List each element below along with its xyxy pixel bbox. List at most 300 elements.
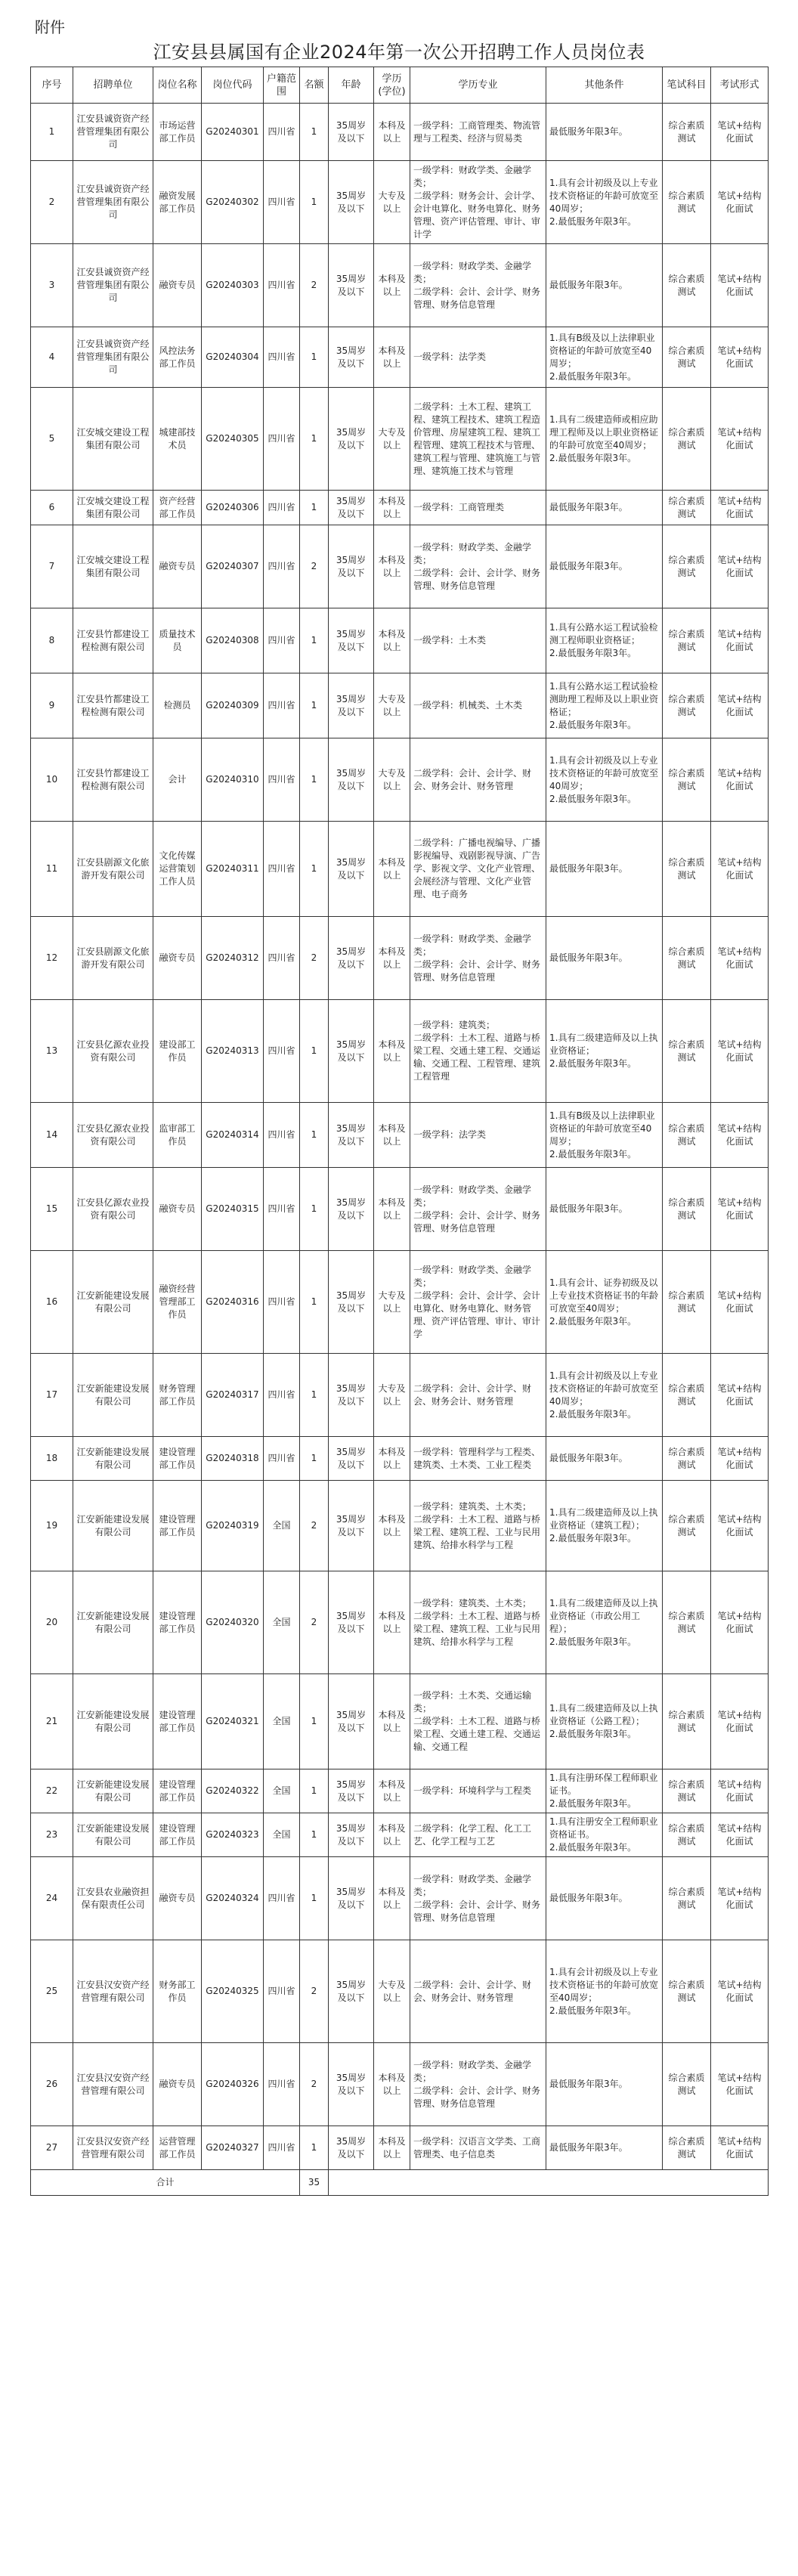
cell-age: 35周岁及以下 (329, 1813, 374, 1857)
cell-count: 1 (300, 1813, 329, 1857)
cell-major-line: 一级学科：法学类 (413, 351, 487, 362)
cell-form: 笔试+结构化面试 (711, 1000, 769, 1103)
cell-conditions-line: 1.具有会计初级及以上专业技术资格证的年龄可放宽至40周岁； (549, 177, 659, 214)
table-row (31, 1354, 769, 1437)
cell-form: 笔试+结构化面试 (711, 2126, 769, 2170)
cell-code: G20240301 (202, 104, 264, 161)
cell-region: 四川省 (264, 1437, 300, 1481)
cell-count: 1 (300, 388, 329, 491)
cell-count: 2 (300, 1571, 329, 1674)
cell-post: 建设管理部工作员 (153, 1674, 202, 1769)
cell-age: 35周岁及以下 (329, 1571, 374, 1674)
cell-region: 四川省 (264, 1251, 300, 1354)
cell-conditions (546, 1940, 663, 2043)
cell-major-line: 二级学科：会计、会计学、财务管理、财务信息管理 (413, 286, 541, 310)
cell-no: 24 (31, 1857, 73, 1940)
cell-unit: 江安县亿源农业投资有限公司 (73, 1168, 153, 1251)
table-row (31, 1103, 769, 1168)
table-row (31, 1813, 769, 1857)
cell-conditions (546, 1857, 663, 1940)
cell-subject: 综合素质测试 (663, 104, 711, 161)
cell-code: G20240327 (202, 2126, 264, 2170)
cell-region: 四川省 (264, 2126, 300, 2170)
cell-major-line: 二级学科：会计、会计学、财务管理、财务信息管理 (413, 1209, 541, 1234)
annex-label: 附件 (35, 18, 65, 36)
cell-age: 35周岁及以下 (329, 822, 374, 917)
cell-post: 城建部技术员 (153, 388, 202, 491)
cell-edu: 大专及以上 (374, 738, 410, 822)
cell-age: 35周岁及以下 (329, 1251, 374, 1354)
cell-region: 四川省 (264, 525, 300, 608)
cell-major (410, 491, 546, 525)
table-row (31, 1481, 769, 1571)
cell-post: 建设管理部工作员 (153, 1571, 202, 1674)
cell-major-line: 一级学科：财政学类、金融学类； (413, 260, 532, 284)
cell-subject: 综合素质测试 (663, 738, 711, 822)
cell-code: G20240315 (202, 1168, 264, 1251)
cell-major (410, 1481, 546, 1571)
cell-count: 1 (300, 161, 329, 244)
cell-code: G20240304 (202, 327, 264, 388)
cell-unit: 江安县诚资资产经营管理集团有限公司 (73, 161, 153, 244)
cell-major-line: 二级学科：土木工程、道路与桥梁工程、交通土建工程、交通运输、交通工程 (413, 1716, 541, 1752)
cell-edu: 本科及以上 (374, 2043, 410, 2126)
cell-count: 1 (300, 738, 329, 822)
cell-subject: 综合素质测试 (663, 608, 711, 673)
cell-post: 市场运营部工作员 (153, 104, 202, 161)
cell-conditions (546, 1481, 663, 1571)
cell-form: 笔试+结构化面试 (711, 1437, 769, 1481)
table-row (31, 491, 769, 525)
table-row (31, 1674, 769, 1769)
cell-conditions-line: 1.具有B级及以上法律职业资格证的年龄可放宽至40周岁； (549, 332, 655, 369)
cell-major (410, 327, 546, 388)
cell-form: 笔试+结构化面试 (711, 104, 769, 161)
cell-unit: 江安县剧源文化旅游开发有限公司 (73, 917, 153, 1000)
cell-conditions-line: 2.最低服务年限3年。 (549, 370, 637, 382)
cell-subject: 综合素质测试 (663, 1857, 711, 1940)
cell-region: 四川省 (264, 327, 300, 388)
cell-major (410, 738, 546, 822)
cell-code: G20240302 (202, 161, 264, 244)
cell-major (410, 1000, 546, 1103)
cell-edu: 本科及以上 (374, 1769, 410, 1813)
cell-major-line: 一级学科：汉语言文学类、工商管理类、电子信息类 (413, 2135, 541, 2160)
table-body (31, 104, 769, 2170)
cell-conditions (546, 2126, 663, 2170)
cell-major (410, 1437, 546, 1481)
cell-region: 四川省 (264, 1940, 300, 2043)
cell-subject: 综合素质测试 (663, 327, 711, 388)
cell-subject: 综合素质测试 (663, 388, 711, 491)
cell-conditions-line: 2.最低服务年限3年。 (549, 1842, 637, 1853)
cell-unit: 江安县亿源农业投资有限公司 (73, 1103, 153, 1168)
cell-code: G20240324 (202, 1857, 264, 1940)
cell-major-line: 一级学科：建筑类、土木类； (413, 1500, 532, 1512)
cell-no: 10 (31, 738, 73, 822)
cell-age: 35周岁及以下 (329, 673, 374, 738)
cell-region: 四川省 (264, 1354, 300, 1437)
cell-edu: 本科及以上 (374, 1000, 410, 1103)
cell-conditions (546, 388, 663, 491)
cell-code: G20240319 (202, 1481, 264, 1571)
cell-post: 融资专员 (153, 244, 202, 327)
cell-age: 35周岁及以下 (329, 738, 374, 822)
cell-subject: 综合素质测试 (663, 1354, 711, 1437)
cell-subject: 综合素质测试 (663, 1571, 711, 1674)
cell-age: 35周岁及以下 (329, 1354, 374, 1437)
cell-count: 1 (300, 1354, 329, 1437)
cell-conditions-line: 最低服务年限3年。 (549, 2142, 628, 2153)
cell-conditions-line: 1.具有二级建造师及以上执业资格证（市政公用工程）； (549, 1597, 658, 1634)
cell-unit: 江安新能建设发展有限公司 (73, 1481, 153, 1571)
cell-form: 笔试+结构化面试 (711, 388, 769, 491)
cell-major-line: 一级学科：财政学类、金融学类； (413, 1184, 532, 1208)
cell-edu: 大专及以上 (374, 1354, 410, 1437)
cell-post: 财务部工作员 (153, 1940, 202, 2043)
cell-major (410, 161, 546, 244)
cell-subject: 综合素质测试 (663, 1940, 711, 2043)
cell-age: 35周岁及以下 (329, 244, 374, 327)
cell-count: 1 (300, 1251, 329, 1354)
table-row (31, 1437, 769, 1481)
cell-code: G20240321 (202, 1674, 264, 1769)
cell-major (410, 673, 546, 738)
cell-age: 35周岁及以下 (329, 917, 374, 1000)
cell-edu: 本科及以上 (374, 244, 410, 327)
cell-code: G20240306 (202, 491, 264, 525)
cell-form: 笔试+结构化面试 (711, 1354, 769, 1437)
header-form: 考试形式 (711, 67, 769, 104)
cell-major-line: 二级学科：会计、会计学、财会、财务会计、财务管理 (413, 1382, 532, 1407)
cell-unit: 江安县竹都建设工程检测有限公司 (73, 738, 153, 822)
cell-conditions-line: 最低服务年限3年。 (549, 561, 628, 571)
cell-major (410, 2126, 546, 2170)
cell-subject: 综合素质测试 (663, 822, 711, 917)
cell-conditions (546, 1103, 663, 1168)
cell-edu: 本科及以上 (374, 1857, 410, 1940)
cell-code: G20240323 (202, 1813, 264, 1857)
cell-no: 21 (31, 1674, 73, 1769)
cell-conditions-line: 1.具有公路水运工程试验检测工程师职业资格证； (549, 622, 658, 646)
cell-major-line: 一级学科：建筑类； (413, 1020, 496, 1030)
cell-conditions (546, 608, 663, 673)
cell-unit: 江安城交建设工程集团有限公司 (73, 388, 153, 491)
table-row (31, 1940, 769, 2043)
cell-edu: 本科及以上 (374, 1571, 410, 1674)
header-post: 岗位名称 (153, 67, 202, 104)
cell-conditions-line: 1.具有二级建造师及以上执业资格证（公路工程）； (549, 1703, 658, 1726)
cell-form: 笔试+结构化面试 (711, 1103, 769, 1168)
recruitment-table (30, 67, 769, 2196)
cell-unit: 江安新能建设发展有限公司 (73, 1674, 153, 1769)
cell-age: 35周岁及以下 (329, 525, 374, 608)
cell-major (410, 1168, 546, 1251)
cell-unit: 江安新能建设发展有限公司 (73, 1251, 153, 1354)
cell-region: 四川省 (264, 104, 300, 161)
cell-count: 1 (300, 1769, 329, 1813)
cell-major-line: 二级学科：会计、会计学、会计电算化、财务电算化、财务管理、资产评估管理、审计、审计学 (413, 1290, 541, 1339)
cell-no: 2 (31, 161, 73, 244)
cell-major-line: 一级学科：财政学类、金融学类； (413, 541, 532, 565)
cell-conditions-line: 1.具有会计初级及以上专业技术资格证的年龄可放宽至40周岁； (549, 1370, 659, 1407)
cell-major-line: 一级学科：财政学类、金融学类； (413, 1264, 532, 1288)
cell-conditions-line: 1.具有注册环保工程师职业证书。 (549, 1773, 658, 1796)
cell-age: 35周岁及以下 (329, 1940, 374, 2043)
cell-conditions (546, 917, 663, 1000)
cell-region: 四川省 (264, 673, 300, 738)
cell-no: 27 (31, 2126, 73, 2170)
cell-age: 35周岁及以下 (329, 104, 374, 161)
cell-conditions (546, 822, 663, 917)
cell-count: 1 (300, 1103, 329, 1168)
cell-subject: 综合素质测试 (663, 1437, 711, 1481)
table-row (31, 1571, 769, 1674)
cell-conditions-line: 2.最低服务年限3年。 (549, 648, 637, 658)
cell-conditions (546, 1354, 663, 1437)
table-row (31, 1857, 769, 1940)
cell-major-line: 一级学科：土木类 (413, 635, 487, 646)
cell-major-line: 一级学科：工商管理类、物流管理与工程类、经济与贸易类 (413, 119, 541, 144)
cell-edu: 本科及以上 (374, 104, 410, 161)
cell-unit: 江安新能建设发展有限公司 (73, 1571, 153, 1674)
cell-count: 1 (300, 1674, 329, 1769)
cell-no: 7 (31, 525, 73, 608)
header-subject: 笔试科目 (663, 67, 711, 104)
cell-major-line: 一级学科：环境科学与工程类 (413, 1785, 532, 1796)
cell-region: 全国 (264, 1674, 300, 1769)
table-row (31, 244, 769, 327)
cell-region: 四川省 (264, 822, 300, 917)
cell-conditions-line: 2.最低服务年限3年。 (549, 719, 637, 730)
table-row (31, 738, 769, 822)
cell-conditions-line: 最低服务年限3年。 (549, 1893, 628, 1903)
cell-age: 35周岁及以下 (329, 1481, 374, 1571)
cell-edu: 本科及以上 (374, 491, 410, 525)
cell-conditions-line: 2.最低服务年限3年。 (549, 1798, 637, 1809)
cell-unit: 江安县亿源农业投资有限公司 (73, 1000, 153, 1103)
cell-conditions (546, 673, 663, 738)
cell-post: 质量技术员 (153, 608, 202, 673)
cell-unit: 江安县农业融资担保有限责任公司 (73, 1857, 153, 1940)
header-region: 户籍范围 (264, 67, 300, 104)
cell-conditions (546, 525, 663, 608)
cell-count: 2 (300, 1481, 329, 1571)
cell-conditions (546, 104, 663, 161)
cell-code: G20240308 (202, 608, 264, 673)
cell-conditions (546, 1251, 663, 1354)
cell-conditions (546, 491, 663, 525)
table-row (31, 388, 769, 491)
cell-region: 四川省 (264, 917, 300, 1000)
cell-count: 1 (300, 1857, 329, 1940)
cell-no: 22 (31, 1769, 73, 1813)
cell-subject: 综合素质测试 (663, 1168, 711, 1251)
cell-major (410, 1674, 546, 1769)
cell-major-line: 二级学科：广播电视编导、广播影视编导、戏剧影视导演、广告学、影视文学、文化产业管理、会展经济与管理、文化产业管理、电子商务 (413, 838, 541, 899)
cell-major-line: 一级学科：财政学类、金融学类； (413, 164, 532, 188)
cell-age: 35周岁及以下 (329, 388, 374, 491)
cell-age: 35周岁及以下 (329, 608, 374, 673)
cell-conditions-line: 2.最低服务年限3年。 (549, 1533, 637, 1543)
cell-count: 2 (300, 525, 329, 608)
cell-code: G20240318 (202, 1437, 264, 1481)
cell-no: 12 (31, 917, 73, 1000)
cell-count: 2 (300, 2043, 329, 2126)
table-row (31, 608, 769, 673)
cell-major-line: 一级学科：建筑类、土木类； (413, 1597, 532, 1608)
cell-conditions-line: 2.最低服务年限3年。 (549, 1148, 637, 1160)
cell-major-line: 一级学科：土木类、交通运输类； (413, 1690, 532, 1714)
cell-subject: 综合素质测试 (663, 161, 711, 244)
cell-subject: 综合素质测试 (663, 673, 711, 738)
table-row (31, 2043, 769, 2126)
table-row (31, 525, 769, 608)
cell-conditions (546, 738, 663, 822)
cell-form: 笔试+结构化面试 (711, 1940, 769, 2043)
cell-major-line: 二级学科：会计、会计学、财会、财务会计、财务管理 (413, 767, 532, 791)
cell-no: 3 (31, 244, 73, 327)
cell-count: 1 (300, 673, 329, 738)
cell-age: 35周岁及以下 (329, 491, 374, 525)
cell-no: 20 (31, 1571, 73, 1674)
cell-conditions-line: 1.具有二级建造师或相应助理工程师及以上职业资格证的年龄可放宽至40周岁； (549, 413, 659, 450)
cell-conditions-line: 1.具有会计、证券初级及以上专业技术资格证书的年龄可放宽至40周岁； (549, 1277, 659, 1314)
cell-subject: 综合素质测试 (663, 2126, 711, 2170)
cell-edu: 大专及以上 (374, 673, 410, 738)
cell-unit: 江安城交建设工程集团有限公司 (73, 491, 153, 525)
header-count: 名额 (300, 67, 329, 104)
cell-age: 35周岁及以下 (329, 1437, 374, 1481)
cell-age: 35周岁及以下 (329, 1769, 374, 1813)
cell-no: 25 (31, 1940, 73, 2043)
cell-code: G20240317 (202, 1354, 264, 1437)
cell-unit: 江安县诚资资产经营管理集团有限公司 (73, 244, 153, 327)
cell-post: 监审部工作员 (153, 1103, 202, 1168)
cell-no: 4 (31, 327, 73, 388)
cell-form: 笔试+结构化面试 (711, 738, 769, 822)
cell-no: 14 (31, 1103, 73, 1168)
cell-major (410, 1354, 546, 1437)
cell-age: 35周岁及以下 (329, 327, 374, 388)
cell-post: 资产经营部工作员 (153, 491, 202, 525)
cell-count: 1 (300, 608, 329, 673)
cell-post: 融资专员 (153, 1857, 202, 1940)
cell-unit: 江安新能建设发展有限公司 (73, 1813, 153, 1857)
cell-form: 笔试+结构化面试 (711, 1251, 769, 1354)
cell-conditions-line: 最低服务年限3年。 (549, 126, 628, 137)
cell-subject: 综合素质测试 (663, 1813, 711, 1857)
cell-major (410, 1940, 546, 2043)
cell-post: 会计 (153, 738, 202, 822)
cell-major (410, 388, 546, 491)
cell-no: 11 (31, 822, 73, 917)
cell-major (410, 244, 546, 327)
cell-no: 23 (31, 1813, 73, 1857)
cell-conditions-line: 最低服务年限3年。 (549, 502, 628, 512)
cell-major (410, 2043, 546, 2126)
cell-post: 运营管理部工作员 (153, 2126, 202, 2170)
cell-region: 四川省 (264, 1103, 300, 1168)
cell-major-line: 二级学科：土木工程、道路与桥梁工程、建筑工程、工业与民用建筑、给排水科学与工程 (413, 1610, 541, 1647)
cell-conditions-line: 最低服务年限3年。 (549, 280, 628, 290)
cell-edu: 本科及以上 (374, 1481, 410, 1571)
cell-edu: 本科及以上 (374, 1437, 410, 1481)
table-row (31, 1769, 769, 1813)
header-row (31, 67, 769, 104)
cell-form: 笔试+结构化面试 (711, 917, 769, 1000)
cell-major-line: 二级学科：土木工程、道路与桥梁工程、建筑工程、工业与民用建筑、给排水科学与工程 (413, 1513, 541, 1550)
table-row (31, 822, 769, 917)
cell-no: 16 (31, 1251, 73, 1354)
cell-no: 9 (31, 673, 73, 738)
cell-conditions-line: 2.最低服务年限3年。 (549, 1058, 637, 1069)
cell-conditions (546, 2043, 663, 2126)
cell-unit: 江安城交建设工程集团有限公司 (73, 525, 153, 608)
cell-no: 8 (31, 608, 73, 673)
header-age: 年龄 (329, 67, 374, 104)
cell-subject: 综合素质测试 (663, 1103, 711, 1168)
cell-major (410, 1857, 546, 1940)
table-row (31, 1168, 769, 1251)
cell-unit: 江安县竹都建设工程检测有限公司 (73, 673, 153, 738)
cell-edu: 本科及以上 (374, 822, 410, 917)
cell-post: 文化传媒运营策划工作人员 (153, 822, 202, 917)
cell-post: 融资专员 (153, 525, 202, 608)
total-count: 35 (300, 2170, 329, 2196)
cell-code: G20240316 (202, 1251, 264, 1354)
cell-code: G20240305 (202, 388, 264, 491)
total-blank (329, 2170, 769, 2196)
cell-age: 35周岁及以下 (329, 1674, 374, 1769)
cell-count: 2 (300, 1940, 329, 2043)
cell-unit: 江安县诚资资产经营管理集团有限公司 (73, 104, 153, 161)
cell-form: 笔试+结构化面试 (711, 1168, 769, 1251)
cell-age: 35周岁及以下 (329, 2126, 374, 2170)
cell-form: 笔试+结构化面试 (711, 822, 769, 917)
cell-edu: 本科及以上 (374, 917, 410, 1000)
cell-region: 全国 (264, 1571, 300, 1674)
cell-conditions (546, 327, 663, 388)
cell-subject: 综合素质测试 (663, 525, 711, 608)
cell-count: 1 (300, 1437, 329, 1481)
cell-age: 35周岁及以下 (329, 161, 374, 244)
cell-conditions (546, 1813, 663, 1857)
cell-region: 四川省 (264, 608, 300, 673)
cell-major-line: 一级学科：机械类、土木类 (413, 700, 523, 711)
cell-conditions-line: 2.最低服务年限3年。 (549, 1636, 637, 1647)
cell-major (410, 608, 546, 673)
cell-count: 1 (300, 104, 329, 161)
cell-code: G20240314 (202, 1103, 264, 1168)
header-code: 岗位代码 (202, 67, 264, 104)
cell-edu: 大专及以上 (374, 388, 410, 491)
cell-subject: 综合素质测试 (663, 1000, 711, 1103)
cell-region: 四川省 (264, 1168, 300, 1251)
cell-form: 笔试+结构化面试 (711, 244, 769, 327)
cell-subject: 综合素质测试 (663, 1674, 711, 1769)
cell-post: 风控法务部工作员 (153, 327, 202, 388)
cell-major-line: 一级学科：财政学类、金融学类； (413, 933, 532, 957)
cell-conditions-line: 最低服务年限3年。 (549, 1453, 628, 1463)
cell-post: 融资发展部工作员 (153, 161, 202, 244)
cell-form: 笔试+结构化面试 (711, 1571, 769, 1674)
cell-edu: 本科及以上 (374, 525, 410, 608)
cell-count: 2 (300, 917, 329, 1000)
cell-no: 6 (31, 491, 73, 525)
cell-edu: 大专及以上 (374, 161, 410, 244)
document-title: 江安县县属国有企业2024年第一次公开招聘工作人员岗位表 (153, 42, 645, 63)
